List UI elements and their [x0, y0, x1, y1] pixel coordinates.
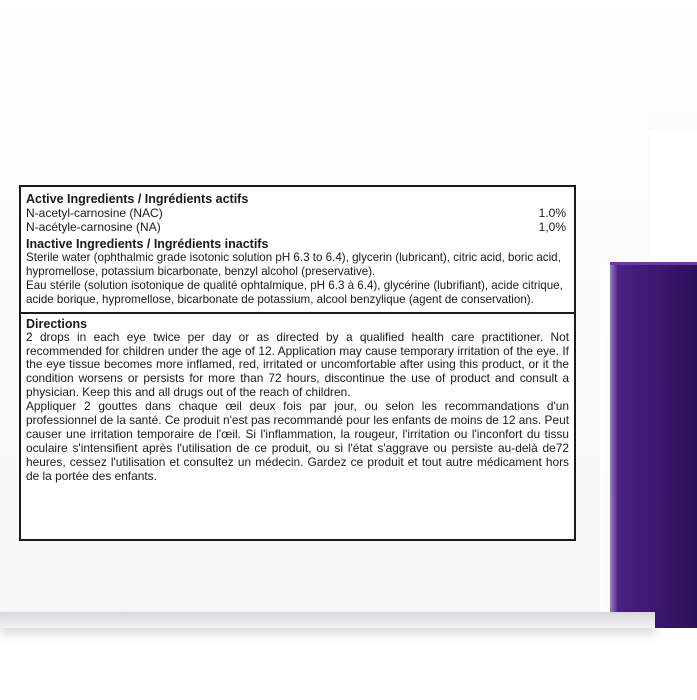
box-bottom-edge [0, 612, 655, 628]
active-ingredient-row [26, 220, 569, 234]
active-ingredient-value: 1.0% [538, 206, 566, 220]
active-ingredient-row [26, 206, 569, 220]
active-ingredient-name: N-acétyle-carnosine (NA) [26, 220, 161, 234]
directions-heading: Directions [26, 316, 88, 331]
active-ingredient-value: 1,0% [538, 220, 566, 234]
inactive-ingredients-french: Eau stérile (solution isotonique de qualité ophtalmique, pH 6.3 à 6.4), glycérine (lubrifiant), acide citrique, acide borique, hypromellose, bicarbonate de potassium, alcool benzylique (agent de conservation). [26, 278, 563, 306]
box-side-panel-purple [610, 265, 697, 628]
inactive-ingredients-english: Sterile water (ophthalmic grade isotonic solution pH 6.3 to 6.4), glycerin (lubricant), citric acid, boric acid, hypromellose, potassium bicarbonate, benzyl alcohol (preservative). [26, 251, 561, 278]
ingredients-label [19, 185, 576, 541]
directions-english: 2 drops in each eye twice per day or as directed by a qualified health care practitioner. Not recommended for children under the age of 12. Application may cause temporary irritation of the eye. If the eye tissue becomes more inflamed, red, irritated or uncomfortable after using this product, or it the condition worsens or persists for more than 72 hours, discontinue the use of product and consult a physician. Keep this and all drugs out of the reach of children. [26, 329, 569, 400]
section-divider [21, 312, 574, 314]
active-ingredients-heading: Active Ingredients / Ingrédients actifs [26, 192, 249, 206]
active-ingredient-name: N-acetyl-carnosine (NAC) [26, 206, 163, 220]
inactive-ingredients-heading: Inactive Ingredients / Ingrédients inactifs [26, 237, 269, 251]
box-side-shading [600, 265, 618, 628]
directions-french: Appliquer 2 gouttes dans chaque œil deux fois par jour, ou selon les recommandations d'un professionnel de la santé. Ce produit n'est pas recommandé pour les enfants de moins de 12 ans. Peut causer une irritation temporaire de l'œil. Si l'inflammation, la rougeur, l'irritation ou l'inconfort du tissu oculaire s'intensifient après l'utilisation de ce produit, ou si l'état s'aggrave ou persiste au-delà de72 heures, cessez l'utilisation et consultez un médecin. Gardez ce produit et tout autre médicament hors de la portée des enfants. [26, 399, 569, 483]
